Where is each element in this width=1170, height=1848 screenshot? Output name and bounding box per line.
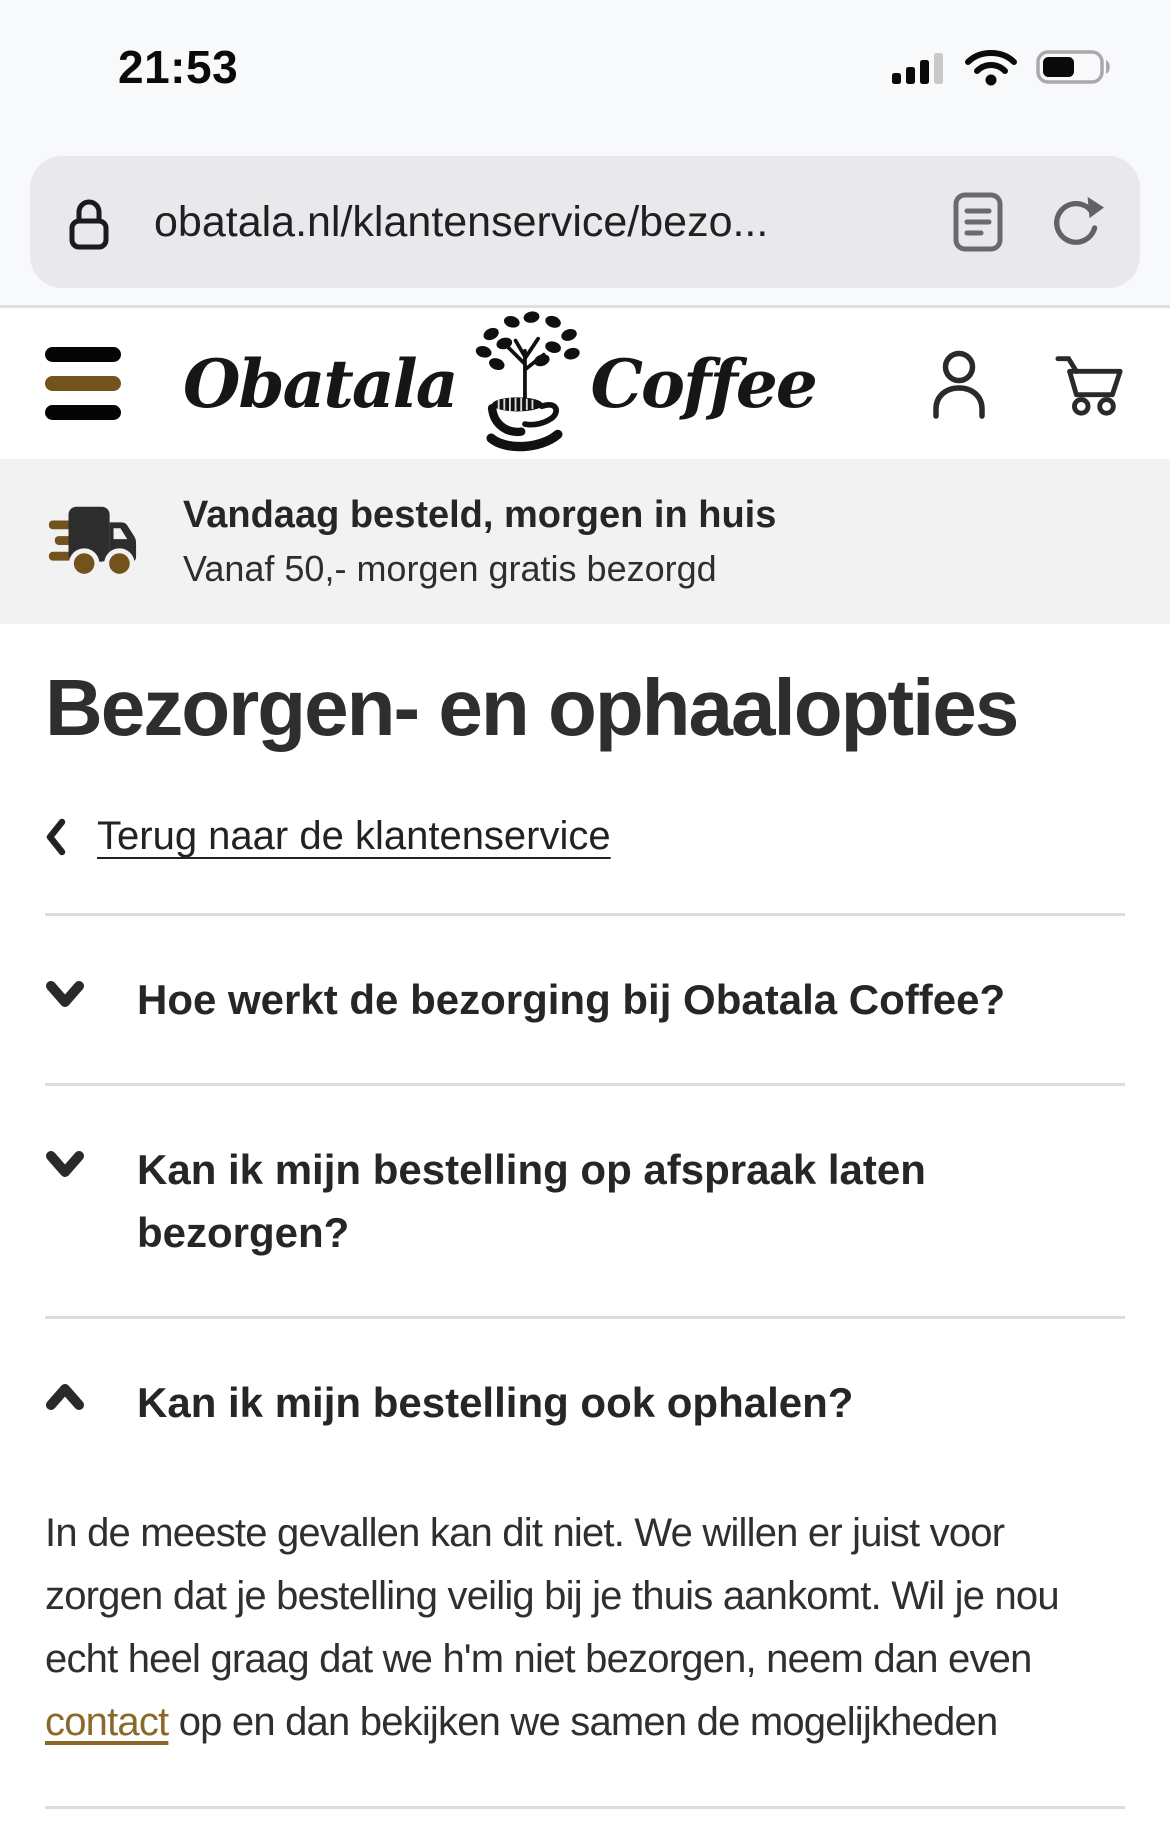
faq-question: Kan ik mijn bestelling op afspraak laten bezorgen? — [137, 1146, 926, 1256]
divider — [45, 1806, 1125, 1809]
page-title: Bezorgen- en ophaalopties — [45, 663, 1018, 752]
status-bar — [0, 28, 1170, 106]
faq-question-row-3[interactable] — [45, 1319, 1125, 1486]
faq-answer — [45, 1502, 1125, 1806]
site-header — [0, 308, 1170, 459]
faq-item-2 — [45, 1086, 1125, 1316]
delivery-truck-icon — [45, 495, 139, 589]
account-icon[interactable] — [929, 348, 989, 420]
banner-subtitle: Vanaf 50,- morgen gratis bezorgd — [183, 547, 717, 589]
cart-icon[interactable] — [1055, 351, 1125, 417]
brand-logo[interactable] — [183, 311, 816, 457]
status-icons — [892, 47, 1118, 87]
chevron-down-icon — [45, 1150, 85, 1178]
back-chevron-icon — [45, 818, 67, 856]
faq-question-row-1[interactable] — [45, 916, 1125, 1083]
faq-answer-text-before: In de meeste gevallen kan dit niet. We willen er juist voor zorgen dat je bestelling veilig bij je thuis aankomt. Wil je nou echt heel graag dat we h'm niet bezorgen, neem dan even — [45, 1511, 1059, 1681]
cellular-icon — [892, 48, 946, 86]
status-time: 21:53 — [118, 41, 239, 93]
contact-link[interactable]: contact — [45, 1700, 169, 1744]
back-link-row[interactable] — [45, 814, 1125, 859]
chevron-down-icon — [45, 980, 85, 1008]
faq-question: Kan ik mijn bestelling ook ophalen? — [137, 1379, 854, 1426]
reader-icon[interactable] — [952, 191, 1004, 253]
shipping-banner — [0, 459, 1170, 624]
wifi-icon — [964, 47, 1018, 87]
coffee-tree-cup-icon — [463, 307, 585, 453]
reload-icon[interactable] — [1048, 194, 1104, 250]
browser-chrome — [0, 0, 1170, 308]
hamburger-menu-icon[interactable] — [45, 347, 121, 420]
lock-icon — [66, 193, 112, 251]
banner-title: Vandaag besteld, morgen in huis — [183, 494, 777, 537]
brand-word-coffee: Coffee — [590, 344, 816, 423]
address-bar[interactable] — [30, 156, 1140, 288]
faq-answer-text-after: op en dan bekijken we samen de mogelijkheden — [168, 1700, 998, 1744]
brand-word-obatala: Obatala — [183, 344, 457, 423]
faq-question-row-2[interactable] — [45, 1086, 1125, 1316]
battery-icon — [1036, 47, 1118, 87]
back-link[interactable]: Terug naar de klantenservice — [97, 814, 611, 858]
faq-item-1 — [45, 916, 1125, 1083]
url-text: obatala.nl/klantenservice/bezo... — [154, 197, 769, 246]
faq-item-3 — [45, 1319, 1125, 1806]
chevron-up-icon — [45, 1383, 85, 1411]
page-content — [0, 663, 1170, 1809]
faq-question: Hoe werkt de bezorging bij Obatala Coffee? — [137, 976, 1006, 1023]
